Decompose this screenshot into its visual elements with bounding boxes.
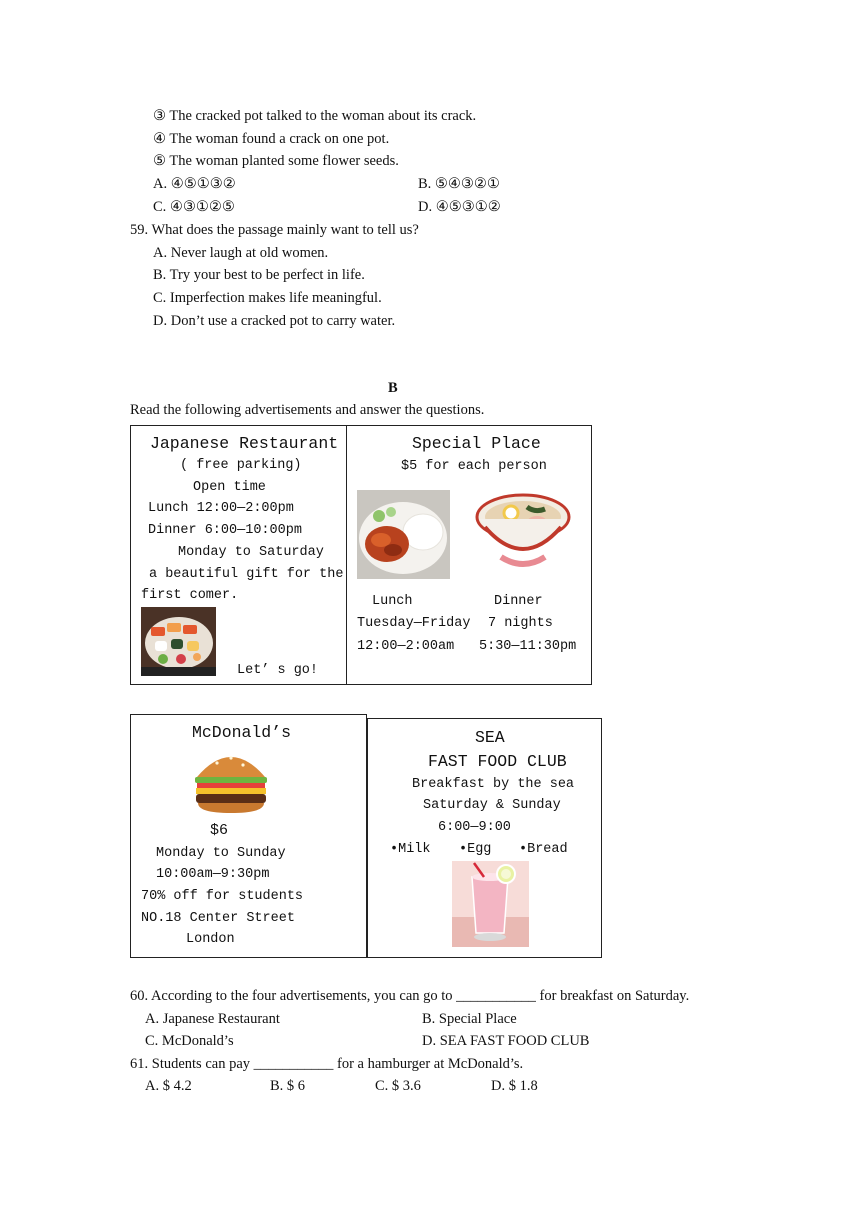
open-time-label: Open time bbox=[193, 480, 266, 495]
ad-title: McDonald’s bbox=[192, 723, 292, 742]
ad-special-place bbox=[346, 425, 592, 685]
student-discount: 70% off for students bbox=[141, 889, 304, 904]
price: $5 for each person bbox=[401, 459, 547, 474]
hamburger-icon bbox=[191, 745, 271, 817]
q60-option-a: A. Japanese Restaurant bbox=[145, 1011, 280, 1027]
q58-option-d: D. ④⑤③①② bbox=[418, 199, 501, 215]
lunch-time: 12:00—2:00am bbox=[357, 639, 455, 654]
q59-option-c: C. Imperfection makes life meaningful. bbox=[153, 290, 382, 306]
ad-title: Special Place bbox=[412, 434, 541, 453]
lunch-days: Tuesday—Friday bbox=[357, 616, 471, 631]
ad-sea-fast-food-club bbox=[367, 718, 602, 958]
ad-title-line-2: FAST FOOD CLUB bbox=[428, 752, 567, 771]
open-hours: 10:00am—9:30pm bbox=[156, 867, 270, 882]
q61-option-b: B. $ 6 bbox=[270, 1078, 306, 1094]
menu-item-bread: •Bread bbox=[519, 842, 568, 857]
parking-note: ( free parking) bbox=[180, 458, 302, 473]
section-heading: B bbox=[388, 380, 398, 396]
dinner-label: Dinner bbox=[494, 594, 543, 609]
price: $6 bbox=[210, 822, 229, 839]
menu-item-egg: •Egg bbox=[459, 842, 492, 857]
q58-item-3: ③ The cracked pot talked to the woman about its crack. bbox=[153, 108, 477, 124]
ad-mcdonalds bbox=[130, 714, 367, 958]
q60-option-c: C. McDonald’s bbox=[145, 1033, 234, 1049]
q61-question: 61. Students can pay ___________ for a hamburger at McDonald’s. bbox=[130, 1056, 524, 1072]
gift-line-1: a beautiful gift for the bbox=[149, 567, 344, 582]
menu-item-milk: •Milk bbox=[390, 842, 431, 857]
q59-question: 59. What does the passage mainly want to tell us? bbox=[130, 222, 419, 238]
q58-option-b: B. ⑤④③②① bbox=[418, 176, 500, 192]
ramen-bowl-icon bbox=[471, 487, 576, 579]
open-days: Monday to Saturday bbox=[178, 545, 324, 560]
lunch-label: Lunch bbox=[372, 594, 413, 609]
dinner-time: 5:30—11:30pm bbox=[479, 639, 577, 654]
q61-option-d: D. $ 1.8 bbox=[491, 1078, 538, 1094]
ad-title: Japanese Restaurant bbox=[150, 434, 339, 453]
ad-title-line-1: SEA bbox=[475, 728, 505, 747]
q59-option-a: A. Never laugh at old women. bbox=[153, 245, 329, 261]
q60-question: 60. According to the four advertisements, you can go to ___________ for breakfast on Saturday. bbox=[130, 988, 690, 1004]
q61-option-c: C. $ 3.6 bbox=[375, 1078, 421, 1094]
chicken-rice-icon bbox=[357, 490, 450, 579]
address: NO.18 Center Street bbox=[141, 911, 295, 926]
q58-option-a: A. ④⑤①③② bbox=[153, 176, 236, 192]
q61-option-a: A. $ 4.2 bbox=[145, 1078, 192, 1094]
q58-option-c: C. ④③①②⑤ bbox=[153, 199, 235, 215]
q58-item-4: ④ The woman found a crack on one pot. bbox=[153, 131, 390, 147]
subtitle: Breakfast by the sea bbox=[412, 777, 575, 792]
open-days: Monday to Sunday bbox=[156, 846, 286, 861]
open-hours: 6:00—9:00 bbox=[438, 820, 511, 835]
city: London bbox=[186, 932, 235, 947]
q60-option-d: D. SEA FAST FOOD CLUB bbox=[422, 1033, 590, 1049]
milkshake-icon bbox=[452, 861, 529, 947]
q58-item-5: ⑤ The woman planted some flower seeds. bbox=[153, 153, 399, 169]
gift-line-2: first comer. bbox=[141, 588, 239, 603]
q59-option-d: D. Don’t use a cracked pot to carry water. bbox=[153, 313, 396, 329]
open-days: Saturday & Sunday bbox=[423, 798, 561, 813]
slogan: Let’ s go! bbox=[237, 663, 319, 678]
q60-option-b: B. Special Place bbox=[422, 1011, 517, 1027]
ad-japanese-restaurant bbox=[130, 425, 347, 685]
dinner-days: 7 nights bbox=[488, 616, 553, 631]
lunch-hours: Lunch 12:00—2:00pm bbox=[148, 501, 294, 516]
q59-option-b: B. Try your best to be perfect in life. bbox=[153, 267, 365, 283]
sushi-platter-icon bbox=[141, 607, 216, 676]
dinner-hours: Dinner 6:00—10:00pm bbox=[148, 523, 302, 538]
section-instruction: Read the following advertisements and answer the questions. bbox=[130, 402, 485, 418]
